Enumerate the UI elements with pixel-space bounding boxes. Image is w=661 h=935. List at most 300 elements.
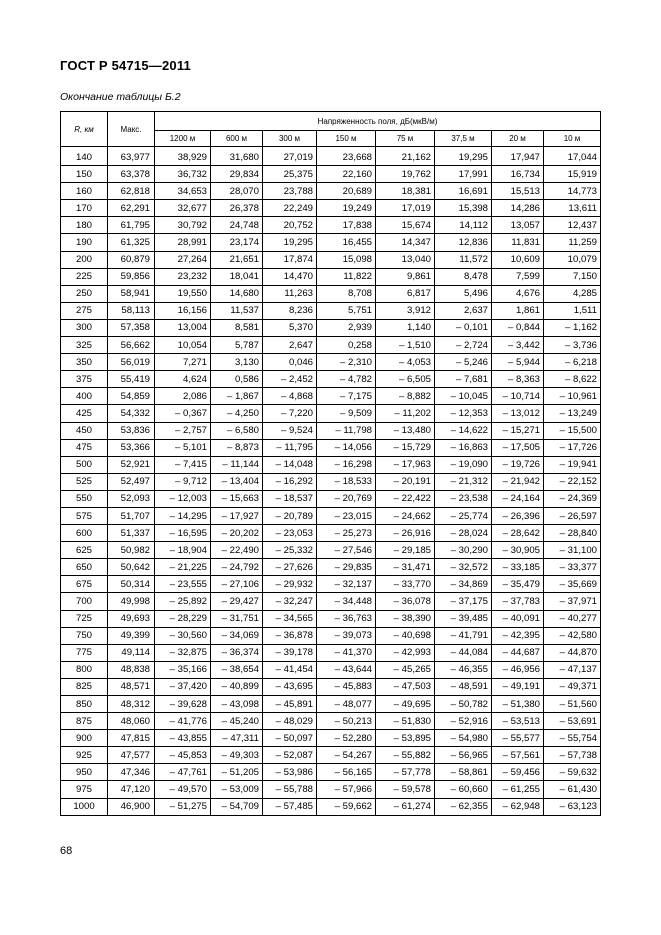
value-cell: 14,112 <box>435 217 492 234</box>
table-row <box>61 644 601 661</box>
max-cell: 49,399 <box>108 627 155 644</box>
max-cell: 52,921 <box>108 456 155 473</box>
value-cell: 10,609 <box>492 251 544 268</box>
value-cell: – 16,292 <box>263 473 317 490</box>
value-cell: 11,822 <box>317 268 376 285</box>
value-cell: – 23,538 <box>435 490 492 507</box>
value-cell: – 30,560 <box>155 627 211 644</box>
value-cell: – 40,899 <box>211 678 263 695</box>
value-cell: 27,264 <box>155 251 211 268</box>
value-cell: 2,647 <box>263 337 317 354</box>
max-cell: 51,707 <box>108 507 155 524</box>
value-cell: 14,347 <box>376 234 435 251</box>
value-cell: – 16,595 <box>155 525 211 542</box>
value-cell: – 48,591 <box>435 678 492 695</box>
max-cell: 58,941 <box>108 285 155 302</box>
value-cell: – 14,295 <box>155 507 211 524</box>
value-cell: 14,680 <box>211 285 263 302</box>
table-row <box>61 593 601 610</box>
value-cell: – 18,904 <box>155 542 211 559</box>
value-cell: – 2,452 <box>263 371 317 388</box>
table-row <box>61 798 601 815</box>
value-cell: – 51,830 <box>376 713 435 730</box>
distance-cell: 950 <box>61 764 108 781</box>
value-cell: – 13,012 <box>492 405 544 422</box>
value-cell: – 36,763 <box>317 610 376 627</box>
value-cell: 14,773 <box>544 183 601 200</box>
value-cell: – 21,312 <box>435 473 492 490</box>
max-cell: 52,093 <box>108 490 155 507</box>
value-cell: – 39,628 <box>155 696 211 713</box>
distance-cell: 625 <box>61 542 108 559</box>
value-cell: – 48,077 <box>317 696 376 713</box>
value-cell: – 43,855 <box>155 730 211 747</box>
value-cell: – 42,395 <box>492 627 544 644</box>
value-cell: 30,792 <box>155 217 211 234</box>
value-cell: 17,019 <box>376 200 435 217</box>
value-cell: – 20,769 <box>317 490 376 507</box>
value-cell: – 41,370 <box>317 644 376 661</box>
table-row <box>61 678 601 695</box>
value-cell: – 44,687 <box>492 644 544 661</box>
value-cell: – 33,185 <box>492 559 544 576</box>
value-cell: – 32,875 <box>155 644 211 661</box>
value-cell: 32,677 <box>155 200 211 217</box>
distance-cell: 975 <box>61 781 108 798</box>
value-cell: – 26,597 <box>544 507 601 524</box>
value-cell: – 36,374 <box>211 644 263 661</box>
value-cell: – 40,091 <box>492 610 544 627</box>
distance-cell: 200 <box>61 251 108 268</box>
value-cell: 11,537 <box>211 302 263 319</box>
value-cell: 26,378 <box>211 200 263 217</box>
distance-cell: 225 <box>61 268 108 285</box>
value-cell: 15,674 <box>376 217 435 234</box>
value-cell: – 10,045 <box>435 388 492 405</box>
value-cell: 2,637 <box>435 302 492 319</box>
value-cell: – 41,776 <box>155 713 211 730</box>
value-cell: – 25,273 <box>317 525 376 542</box>
header-height: 75 м <box>376 131 435 147</box>
table-row <box>61 764 601 781</box>
value-cell: – 29,835 <box>317 559 376 576</box>
value-cell: – 58,861 <box>435 764 492 781</box>
value-cell: – 10,714 <box>492 388 544 405</box>
value-cell: 11,572 <box>435 251 492 268</box>
max-cell: 48,838 <box>108 661 155 678</box>
value-cell: 5,496 <box>435 285 492 302</box>
table-row <box>61 456 601 473</box>
value-cell: – 3,736 <box>544 337 601 354</box>
value-cell: – 45,240 <box>211 713 263 730</box>
max-cell: 61,795 <box>108 217 155 234</box>
value-cell: – 42,993 <box>376 644 435 661</box>
value-cell: – 38,390 <box>376 610 435 627</box>
value-cell: – 36,878 <box>263 627 317 644</box>
value-cell: – 39,073 <box>317 627 376 644</box>
distance-cell: 600 <box>61 525 108 542</box>
value-cell: – 12,353 <box>435 405 492 422</box>
distance-cell: 150 <box>61 166 108 183</box>
value-cell: – 41,454 <box>263 661 317 678</box>
value-cell: – 51,380 <box>492 696 544 713</box>
table-row <box>61 542 601 559</box>
header-height: 300 м <box>263 131 317 147</box>
value-cell: 19,249 <box>317 200 376 217</box>
table-row <box>61 234 601 251</box>
value-cell: – 50,782 <box>435 696 492 713</box>
distance-cell: 400 <box>61 388 108 405</box>
max-cell: 50,314 <box>108 576 155 593</box>
value-cell: – 61,274 <box>376 798 435 815</box>
value-cell: 19,762 <box>376 166 435 183</box>
table-row <box>61 371 601 388</box>
value-cell: – 17,963 <box>376 456 435 473</box>
value-cell: – 39,485 <box>435 610 492 627</box>
value-cell: – 50,213 <box>317 713 376 730</box>
value-cell: – 59,662 <box>317 798 376 815</box>
value-cell: 7,599 <box>492 268 544 285</box>
value-cell: – 51,205 <box>211 764 263 781</box>
value-cell: – 20,202 <box>211 525 263 542</box>
value-cell: 7,271 <box>155 354 211 371</box>
value-cell: – 22,422 <box>376 490 435 507</box>
value-cell: – 11,798 <box>317 422 376 439</box>
value-cell: 5,751 <box>317 302 376 319</box>
value-cell: – 32,137 <box>317 576 376 593</box>
value-cell: 10,079 <box>544 251 601 268</box>
distance-cell: 900 <box>61 730 108 747</box>
value-cell: 34,653 <box>155 183 211 200</box>
header-height: 37,5 м <box>435 131 492 147</box>
value-cell: – 26,916 <box>376 525 435 542</box>
value-cell: 4,285 <box>544 285 601 302</box>
value-cell: 36,732 <box>155 166 211 183</box>
value-cell: – 25,332 <box>263 542 317 559</box>
max-cell: 47,120 <box>108 781 155 798</box>
max-cell: 51,337 <box>108 525 155 542</box>
value-cell: 13,004 <box>155 319 211 336</box>
value-cell: – 34,448 <box>317 593 376 610</box>
value-cell: – 35,669 <box>544 576 601 593</box>
value-cell: – 45,853 <box>155 747 211 764</box>
value-cell: – 40,698 <box>376 627 435 644</box>
value-cell: 19,295 <box>263 234 317 251</box>
max-cell: 57,358 <box>108 319 155 336</box>
value-cell: – 6,505 <box>376 371 435 388</box>
value-cell: 23,174 <box>211 234 263 251</box>
value-cell: – 35,479 <box>492 576 544 593</box>
value-cell: – 19,941 <box>544 456 601 473</box>
value-cell: – 5,246 <box>435 354 492 371</box>
max-cell: 60,879 <box>108 251 155 268</box>
value-cell: 8,478 <box>435 268 492 285</box>
table-row <box>61 661 601 678</box>
value-cell: – 55,754 <box>544 730 601 747</box>
value-cell: – 29,185 <box>376 542 435 559</box>
value-cell: 4,676 <box>492 285 544 302</box>
table-row <box>61 747 601 764</box>
distance-cell: 700 <box>61 593 108 610</box>
value-cell: – 23,555 <box>155 576 211 593</box>
value-cell: 23,668 <box>317 147 376 166</box>
value-cell: – 2,724 <box>435 337 492 354</box>
value-cell: – 51,560 <box>544 696 601 713</box>
distance-cell: 650 <box>61 559 108 576</box>
value-cell: 18,041 <box>211 268 263 285</box>
table-row <box>61 285 601 302</box>
table-row <box>61 337 601 354</box>
value-cell: – 23,053 <box>263 525 317 542</box>
distance-cell: 475 <box>61 439 108 456</box>
value-cell: 15,919 <box>544 166 601 183</box>
max-cell: 62,818 <box>108 183 155 200</box>
value-cell: 12,437 <box>544 217 601 234</box>
value-cell: – 13,480 <box>376 422 435 439</box>
value-cell: – 57,738 <box>544 747 601 764</box>
value-cell: – 15,271 <box>492 422 544 439</box>
value-cell: 16,156 <box>155 302 211 319</box>
value-cell: 17,947 <box>492 147 544 166</box>
distance-cell: 750 <box>61 627 108 644</box>
max-cell: 54,859 <box>108 388 155 405</box>
value-cell: – 61,255 <box>492 781 544 798</box>
value-cell: – 24,164 <box>492 490 544 507</box>
value-cell: – 32,572 <box>435 559 492 576</box>
value-cell: 28,070 <box>211 183 263 200</box>
value-cell: – 4,250 <box>211 405 263 422</box>
distance-cell: 350 <box>61 354 108 371</box>
max-cell: 49,998 <box>108 593 155 610</box>
value-cell: 0,046 <box>263 354 317 371</box>
max-cell: 59,856 <box>108 268 155 285</box>
value-cell: – 53,513 <box>492 713 544 730</box>
value-cell: 1,140 <box>376 319 435 336</box>
value-cell: 13,611 <box>544 200 601 217</box>
value-cell: 2,086 <box>155 388 211 405</box>
distance-cell: 450 <box>61 422 108 439</box>
value-cell: – 0,844 <box>492 319 544 336</box>
header-max: Макс. <box>108 112 155 147</box>
value-cell: 25,375 <box>263 166 317 183</box>
value-cell: – 17,505 <box>492 439 544 456</box>
value-cell: – 4,782 <box>317 371 376 388</box>
value-cell: – 57,966 <box>317 781 376 798</box>
max-cell: 50,642 <box>108 559 155 576</box>
value-cell: – 46,355 <box>435 661 492 678</box>
table-row <box>61 525 601 542</box>
value-cell: 20,689 <box>317 183 376 200</box>
value-cell: – 53,986 <box>263 764 317 781</box>
value-cell: – 7,220 <box>263 405 317 422</box>
table-row <box>61 781 601 798</box>
max-cell: 53,836 <box>108 422 155 439</box>
table-caption: Окончание таблицы Б.2 <box>60 91 181 103</box>
distance-cell: 875 <box>61 713 108 730</box>
value-cell: – 13,249 <box>544 405 601 422</box>
value-cell: – 15,663 <box>211 490 263 507</box>
table-row <box>61 473 601 490</box>
value-cell: 0,258 <box>317 337 376 354</box>
value-cell: – 44,084 <box>435 644 492 661</box>
value-cell: 13,057 <box>492 217 544 234</box>
value-cell: – 6,580 <box>211 422 263 439</box>
value-cell: – 24,792 <box>211 559 263 576</box>
value-cell: – 25,774 <box>435 507 492 524</box>
value-cell: 6,817 <box>376 285 435 302</box>
value-cell: 17,044 <box>544 147 601 166</box>
value-cell: – 56,965 <box>435 747 492 764</box>
value-cell: – 26,396 <box>492 507 544 524</box>
value-cell: – 59,578 <box>376 781 435 798</box>
table-row <box>61 490 601 507</box>
table-row <box>61 405 601 422</box>
value-cell: – 20,191 <box>376 473 435 490</box>
value-cell: – 19,090 <box>435 456 492 473</box>
value-cell: – 9,509 <box>317 405 376 422</box>
distance-cell: 375 <box>61 371 108 388</box>
value-cell: – 54,267 <box>317 747 376 764</box>
header-field-strength: Напряженность поля, дБ(мкВ/м) <box>155 112 601 131</box>
value-cell: – 12,003 <box>155 490 211 507</box>
value-cell: – 59,632 <box>544 764 601 781</box>
document-title: ГОСТ Р 54715—2011 <box>60 58 191 73</box>
value-cell: – 51,275 <box>155 798 211 815</box>
value-cell: – 0,367 <box>155 405 211 422</box>
value-cell: – 31,471 <box>376 559 435 576</box>
value-cell: – 11,202 <box>376 405 435 422</box>
value-cell: 8,581 <box>211 319 263 336</box>
distance-cell: 300 <box>61 319 108 336</box>
value-cell: – 11,795 <box>263 439 317 456</box>
value-cell: 20,752 <box>263 217 317 234</box>
value-cell: – 27,546 <box>317 542 376 559</box>
value-cell: – 15,500 <box>544 422 601 439</box>
value-cell: – 62,355 <box>435 798 492 815</box>
value-cell: – 19,726 <box>492 456 544 473</box>
value-cell: – 24,369 <box>544 490 601 507</box>
table-row <box>61 354 601 371</box>
value-cell: – 34,869 <box>435 576 492 593</box>
value-cell: – 30,290 <box>435 542 492 559</box>
value-cell: – 5,944 <box>492 354 544 371</box>
value-cell: – 34,069 <box>211 627 263 644</box>
value-cell: 15,513 <box>492 183 544 200</box>
max-cell: 48,312 <box>108 696 155 713</box>
distance-cell: 160 <box>61 183 108 200</box>
value-cell: – 55,882 <box>376 747 435 764</box>
value-cell: – 43,098 <box>211 696 263 713</box>
value-cell: 14,470 <box>263 268 317 285</box>
value-cell: – 31,100 <box>544 542 601 559</box>
value-cell: – 54,709 <box>211 798 263 815</box>
value-cell: – 36,078 <box>376 593 435 610</box>
value-cell: – 1,867 <box>211 388 263 405</box>
value-cell: – 20,789 <box>263 507 317 524</box>
value-cell: – 57,778 <box>376 764 435 781</box>
table-row <box>61 696 601 713</box>
table-row <box>61 251 601 268</box>
distance-cell: 275 <box>61 302 108 319</box>
table-row <box>61 183 601 200</box>
page-number: 68 <box>60 845 73 857</box>
table-row <box>61 147 601 166</box>
value-cell: – 37,971 <box>544 593 601 610</box>
value-cell: 18,381 <box>376 183 435 200</box>
value-cell: 7,150 <box>544 268 601 285</box>
value-cell: 4,624 <box>155 371 211 388</box>
value-cell: – 49,191 <box>492 678 544 695</box>
header-height: 10 м <box>544 131 601 147</box>
max-cell: 49,693 <box>108 610 155 627</box>
value-cell: 15,398 <box>435 200 492 217</box>
value-cell: – 50,097 <box>263 730 317 747</box>
table-row <box>61 507 601 524</box>
value-cell: – 4,868 <box>263 388 317 405</box>
value-cell: 10,054 <box>155 337 211 354</box>
value-cell: 16,455 <box>317 234 376 251</box>
value-cell: – 37,420 <box>155 678 211 695</box>
value-cell: 27,019 <box>263 147 317 166</box>
value-cell: 2,939 <box>317 319 376 336</box>
value-cell: – 14,622 <box>435 422 492 439</box>
value-cell: – 22,152 <box>544 473 601 490</box>
value-cell: 5,370 <box>263 319 317 336</box>
max-cell: 63,977 <box>108 147 155 166</box>
value-cell: 23,232 <box>155 268 211 285</box>
distance-cell: 725 <box>61 610 108 627</box>
value-cell: 23,788 <box>263 183 317 200</box>
value-cell: – 63,123 <box>544 798 601 815</box>
value-cell: – 57,485 <box>263 798 317 815</box>
value-cell: – 38,654 <box>211 661 263 678</box>
value-cell: – 37,783 <box>492 593 544 610</box>
value-cell: – 2,310 <box>317 354 376 371</box>
value-cell: – 43,695 <box>263 678 317 695</box>
value-cell: 8,236 <box>263 302 317 319</box>
header-distance: R, км <box>61 112 108 147</box>
distance-cell: 140 <box>61 147 108 166</box>
value-cell: 1,861 <box>492 302 544 319</box>
value-cell: – 21,225 <box>155 559 211 576</box>
value-cell: – 2,757 <box>155 422 211 439</box>
distance-cell: 775 <box>61 644 108 661</box>
max-cell: 46,900 <box>108 798 155 815</box>
value-cell: 22,160 <box>317 166 376 183</box>
value-cell: – 9,712 <box>155 473 211 490</box>
value-cell: 22,249 <box>263 200 317 217</box>
value-cell: – 13,404 <box>211 473 263 490</box>
value-cell: 16,734 <box>492 166 544 183</box>
value-cell: – 9,524 <box>263 422 317 439</box>
value-cell: 12,836 <box>435 234 492 251</box>
value-cell: – 28,840 <box>544 525 601 542</box>
table-row <box>61 559 601 576</box>
value-cell: – 10,961 <box>544 388 601 405</box>
value-cell: – 49,695 <box>376 696 435 713</box>
distance-cell: 250 <box>61 285 108 302</box>
value-cell: 11,831 <box>492 234 544 251</box>
header-height: 20 м <box>492 131 544 147</box>
value-cell: – 21,942 <box>492 473 544 490</box>
value-cell: – 47,137 <box>544 661 601 678</box>
table-row <box>61 200 601 217</box>
value-cell: 16,691 <box>435 183 492 200</box>
value-cell: – 7,681 <box>435 371 492 388</box>
value-cell: – 14,048 <box>263 456 317 473</box>
value-cell: – 4,053 <box>376 354 435 371</box>
value-cell: – 28,024 <box>435 525 492 542</box>
